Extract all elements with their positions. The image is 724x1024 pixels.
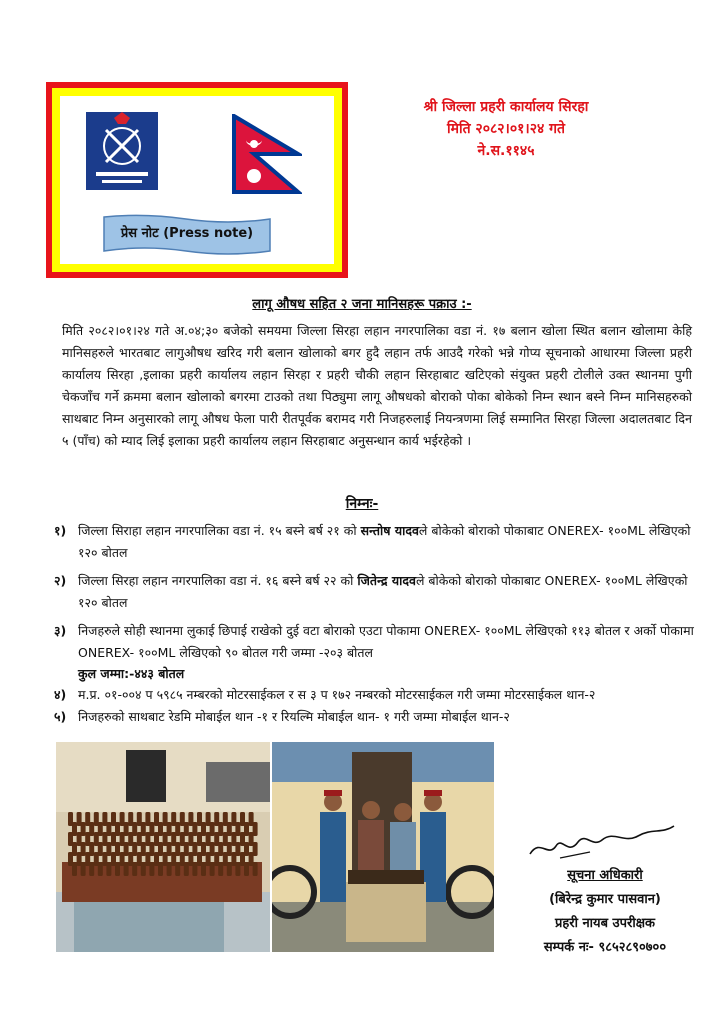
signatory-block — [490, 864, 720, 960]
item-text: निजहरुले सोही स्थानमा लुकाई छिपाई राखेको दुई वटा बोराको एउटा पोकामा ONEREX- १००ML लेखिएको ११३ बोतल र अर्को पोकामा ONEREX- १००ML लेखिएको ९० बोतल गरी जम्मा -२०३ बोतल — [78, 623, 694, 660]
list-item — [54, 570, 694, 614]
list-item — [54, 706, 694, 728]
list-item — [54, 684, 694, 706]
person-name: सन्तोष यादव — [360, 523, 419, 538]
item-text-cont: ले बोकेको बोराको पोकाबाट ONEREX- १००ML लेखिएको १२० बोतल — [78, 523, 691, 560]
item-number: ४) — [54, 687, 67, 702]
office-name: श्री जिल्ला प्रहरी कार्यालय सिरहा — [423, 99, 589, 115]
list-item — [54, 520, 694, 564]
press-note-banner — [102, 213, 272, 257]
list-item — [54, 620, 694, 664]
signatory-contact: सम्पर्क नः- ९८५२८९०७०० — [543, 940, 667, 955]
signatory-role: सूचना अधिकारी — [567, 868, 643, 883]
signature-icon — [520, 818, 680, 868]
item-text-cont: ले बोकेको बोराको पोकाबाट ONEREX- १००ML लेखिएको १२० बोतल — [78, 573, 688, 610]
press-note-label: प्रेस नोट (Press note) — [120, 226, 254, 241]
item-number: २) — [54, 573, 67, 588]
police-emblem-icon — [86, 112, 158, 190]
item-text: जिल्ला सिराहा लहान नगरपालिका वडा नं. १५ बस्ने बर्ष २१ को — [78, 523, 361, 538]
item-number: १) — [54, 523, 67, 538]
header-box — [46, 82, 348, 278]
signatory-rank: प्रहरी नायब उपरीक्षक — [554, 916, 656, 931]
item-text: जिल्ला सिरहा लहान नगरपालिका वडा नं. १६ बस्ने बर्ष २२ को — [78, 573, 358, 588]
reference-number: ने.स.११४५ — [477, 143, 535, 159]
nepal-flag-icon — [232, 114, 302, 194]
office-info — [360, 96, 652, 162]
item-number: ५) — [54, 709, 67, 724]
total-line: कुल जम्मा:-४४३ बोतल — [78, 666, 185, 681]
signatory-name: (बिरेन्द्र कुमार पासवान) — [549, 892, 661, 907]
person-name: जितेन्द्र यादव — [357, 573, 416, 588]
list-heading: निम्नः- — [345, 496, 379, 512]
date-line: मिति २०८२।०१।२४ गते — [446, 121, 566, 137]
news-title: लागू औषध सहित २ जना मानिसहरू पक्राउ :- — [252, 297, 472, 312]
header-inner — [60, 96, 334, 264]
seizure-list — [54, 520, 694, 728]
item-text: निजहरुको साथबाट रेडमि मोबाईल थान -१ र रियल्मि मोबाईल थान- १ गरी जम्मा मोबाईल थान-२ — [78, 709, 510, 724]
arrested-persons-photo — [272, 742, 494, 952]
seized-bottles-photo — [56, 742, 270, 952]
item-number: ३) — [54, 623, 67, 638]
news-body: मिति २०८२।०१।२४ गते अ.०४;३० बजेको समयमा जिल्ला सिरहा लहान नगरपालिका वडा नं. १७ बलान खोला स्थित बलान खोलामा केहि मानिसहरुले भारतबाट लागुऔषध खरिद गरी बलान खोलाको बगर हुदै लहान तर्फ आउदै गरेको भन्ने गोप्य सूचनाको आधारमा जिल्ला प्रहरी कार्यालय सिरहा ,इलाका प्रहरी कार्यालय लहान सिरहा र प्रहरी चौकी लहान सिरहाबाट खटिएको संयुक्त प्रहरी टोलीले उक्त स्थानमा पुगी चेकजाँच गर्ने क्रममा बलान खोलाको बगरमा टाउको तथा पिठ्युमा लागू औषधको बोराको पोका बोकेको निम्न स्थान बस्ने निम्न मानिसहरुको साथबाट निम्न अनुसारको लागू औषध फेला पारी रीतपूर्वक बरामद गरी निजहरुलाई नियन्त्रणमा लिई सम्मानित सिरहा जिल्ला अदालतबाट दिन ५ (पाँच) को म्याद लिई इलाका प्रहरी कार्यालय लहान सिरहाबाट अनुसन्धान कार्य भईरहेको । — [62, 323, 692, 448]
item-text: म.प्र. ०१-००४ प ५९८५ नम्बरको मोटरसाईकल र स ३ प १७२ नम्बरको मोटरसाईकल गरी जम्मा मोटरसाईकल थान-२ — [78, 687, 596, 702]
